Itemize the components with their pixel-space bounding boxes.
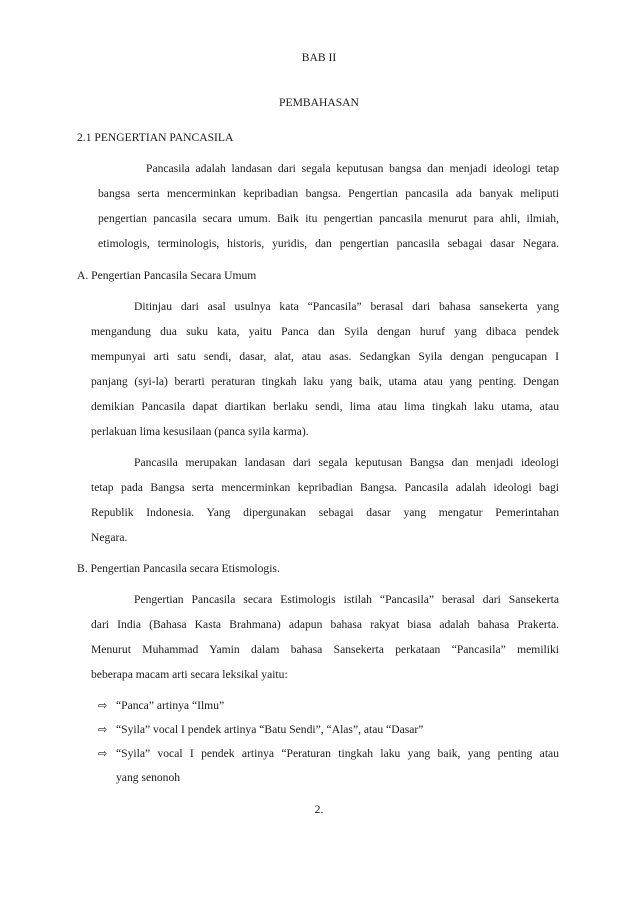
section-title-2-1: 2.1 PENGERTIAN PANCASILA (77, 131, 234, 144)
paragraph-line: mengandung dua suku kata, yaitu Panca dan Syila dengan huruf yang dibaca pendek (91, 325, 559, 338)
paragraph-line: Pengertian Pancasila secara Estimologis istilah “Pancasila” berasal dari Sansekerta (134, 593, 559, 606)
paragraph-line: Pancasila merupakan landasan dari segala keputusan Bangsa dan menjadi ideologi (134, 456, 559, 469)
list-item-text: “Panca” artinya “Ilmu” (116, 699, 225, 712)
paragraph-line: etimologis, terminologis, historis, yuridis, dan pengertian pancasila sebagai dasar Negara. (98, 237, 559, 250)
paragraph-line: mempunyai arti satu sendi, dasar, alat, atau asas. Sedangkan Syila dengan pengucapan I (91, 350, 559, 363)
paragraph-line: Menurut Muhammad Yamin dalam bahasa Sansekerta perkataan “Pancasila” memiliki (91, 643, 559, 656)
section-title-a: A. Pengertian Pancasila Secara Umum (77, 269, 257, 282)
list-item-continuation: yang senonoh (116, 771, 181, 784)
paragraph-line: Ditinjau dari asal usulnya kata “Pancasila” berasal dari bahasa sansekerta yang (134, 300, 559, 313)
list-item-text: “Syila” vocal I pendek artinya “Batu Sendi”, “Alas”, atau “Dasar” (116, 723, 424, 736)
paragraph-line: beberapa macam arti secara leksikal yaitu: (91, 668, 288, 681)
paragraph-line: bangsa serta mencerminkan kepribadian bangsa. Pengertian pancasila ada banyak meliputi (98, 187, 559, 200)
paragraph-line: panjang (syi-la) berarti peraturan tingkah laku yang baik, utama atau yang penting. Dengan (91, 375, 559, 388)
page-number: 2. (314, 803, 324, 816)
paragraph-line: perlakuan lima kesusilaan (panca syila karma). (91, 425, 309, 438)
paragraph-line: Negara. (91, 531, 128, 544)
list-item (98, 723, 423, 737)
section-title-b: B. Pengertian Pancasila secara Etismologis. (77, 562, 280, 575)
paragraph-line: pengertian pancasila secara umum. Baik itu pengertian pancasila menurut para ahli, ilmiah, (98, 212, 559, 225)
paragraph-line: dari India (Bahasa Kasta Brahmana) adapun bahasa rakyat biasa adalah bahasa Prakerta. (91, 618, 559, 631)
chapter-title: PEMBAHASAN (279, 96, 359, 109)
list-item (98, 747, 559, 761)
chapter-number: BAB II (301, 51, 337, 64)
paragraph-line: Republik Indonesia. Yang dipergunakan sebagai dasar yang mengatur Pemerintahan (91, 506, 559, 519)
arrow-right-icon: ⇨ (98, 723, 108, 736)
paragraph-line: Pancasila adalah landasan dari segala keputusan bangsa dan menjadi ideologi tetap (146, 162, 559, 175)
arrow-right-icon: ⇨ (98, 699, 108, 712)
arrow-right-icon: ⇨ (98, 747, 108, 760)
paragraph-line: demikian Pancasila dapat diartikan berlaku sendi, lima atau lima tingkah laku utama, atau (91, 400, 559, 413)
list-item-text: “Syila” vocal I pendek artinya “Peraturan tingkah laku yang baik, yang penting atau (116, 747, 559, 760)
paragraph-line: tetap pada Bangsa serta mencerminkan kepribadian Bangsa. Pancasila adalah ideologi bagi (91, 481, 559, 494)
list-item (98, 699, 224, 713)
